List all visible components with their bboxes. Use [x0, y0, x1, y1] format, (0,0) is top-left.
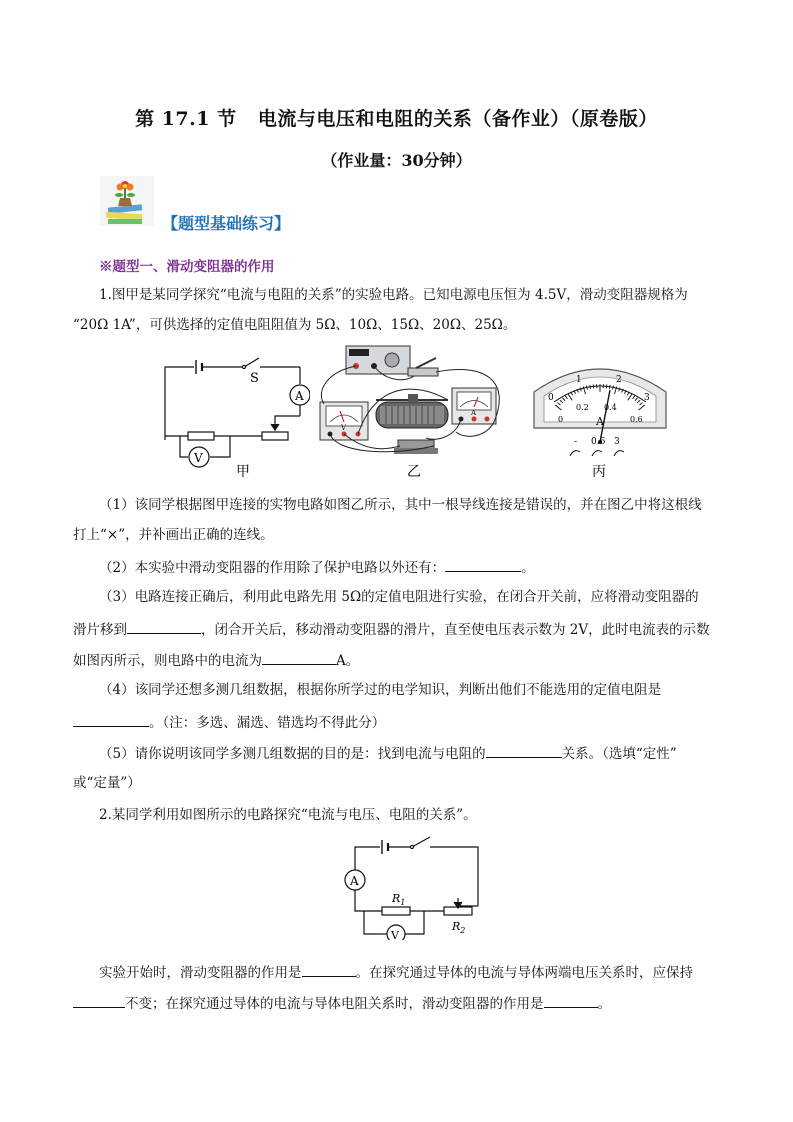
fig-label-bing: 丙	[592, 464, 606, 480]
q2-r1-label: $R_1$	[392, 892, 406, 907]
q1-sub4-line1: （4）该同学还想多测几组数据，根据你所学过的电学知识，判断出他们不能选用的定值电阻是	[99, 682, 662, 698]
fig-label-yi: 乙	[407, 464, 421, 480]
q1-sub4-blank[interactable]	[73, 712, 149, 727]
svg-text:A: A	[471, 409, 477, 417]
q2-voltmeter-label: V	[391, 929, 399, 940]
bing-terminal-3: 3	[614, 437, 620, 447]
question-type-heading: ※题型一、滑动变阻器的作用	[99, 259, 275, 275]
jia-ammeter-label: A	[295, 389, 304, 403]
fig-label-jia: 甲	[236, 464, 250, 480]
q2-text-a: 实验开始时，滑动变阻器的作用是	[99, 965, 302, 981]
q2-stem: 2.某同学利用如图所示的电路探究“电流与电压、电阻的关系”。	[99, 807, 477, 823]
q1-sub3-blank2[interactable]	[262, 650, 336, 665]
q1-stem-line1: 1.图甲是某同学探究“电流与电阻的关系”的实验电路。已知电源电压恒为 4.5V，滑动变阻器规格为	[99, 287, 688, 303]
bing-scale-top-3: 3	[644, 393, 650, 403]
q1-sub3-text-a: 滑片移到	[73, 622, 127, 638]
q1-sub3-blank1[interactable]	[127, 619, 201, 634]
q1-sub3-text-d: A。	[336, 653, 360, 669]
q1-sub5-text-a: （5）请你说明该同学多测几组数据的目的是：找到电流与电阻的	[99, 746, 486, 762]
bing-scale-top-1: 1	[576, 375, 582, 385]
bing-terminal-minus: -	[574, 437, 578, 447]
bing-scale-bottom-0: 0	[558, 415, 564, 424]
bing-unit-label: A	[596, 415, 604, 428]
jia-voltmeter-label: V	[194, 451, 203, 465]
q2-para-line1	[99, 962, 693, 982]
svg-text:V: V	[341, 424, 347, 432]
q1-sub3-line1: （3）电路连接正确后，利用此电路先用 5Ω的定值电阻进行实验，在闭合开关前，应将滑动变阻器的	[99, 589, 699, 605]
q1-sub3-line3	[73, 650, 359, 670]
q1-sub5-text-b: 关系。（选填“定性”	[561, 746, 677, 762]
q1-sub4-text: 。（注：多选、漏选、错选均不得此分）	[149, 715, 386, 731]
q2-blank2[interactable]	[73, 993, 125, 1008]
page-subtitle: （作业量：30分钟）	[321, 151, 472, 170]
page-title: 第 17.1 节 电流与电压和电阻的关系（备作业）（原卷版）	[135, 108, 658, 130]
real-circuit-yi	[316, 342, 516, 482]
q1-sub5-line2: 或“定量”）	[73, 775, 141, 791]
q1-sub1-line2: 打上“×”，并补画出正确的连线。	[73, 527, 274, 543]
ammeter-dial-bing	[530, 352, 670, 480]
q2-r2-label: $R_2$	[452, 920, 466, 935]
jia-switch-label: S	[250, 371, 259, 386]
bing-scale-bottom-2: 0.4	[604, 403, 617, 412]
q1-sub2	[99, 557, 535, 577]
q2-blank3[interactable]	[544, 993, 598, 1008]
q1-sub3-line2	[73, 619, 710, 639]
bing-terminal-06: 0.6	[591, 437, 606, 447]
q1-sub3-text-b: ，闭合开关后，移动滑动变阻器的滑片，直至使电压表示数为 2V，此时电流表的示数	[201, 622, 710, 638]
section-heading: 【题型基础练习】	[162, 214, 291, 233]
q1-sub2-text: （2）本实验中滑动变阻器的作用除了保护电路以外还有：	[99, 560, 446, 576]
q2-text-b: 。在探究通过导体的电流与导体两端电压关系时，应保持	[355, 965, 693, 981]
q1-sub5-line1	[99, 743, 677, 763]
circuit-diagram-jia	[150, 350, 310, 480]
q2-blank1[interactable]	[302, 962, 356, 977]
bing-scale-bottom-3: 0.6	[630, 415, 643, 424]
flower-pot-icon	[100, 176, 154, 226]
q1-sub5-blank[interactable]	[486, 743, 562, 758]
q2-para-line2	[73, 993, 611, 1013]
bing-scale-top-2: 2	[616, 375, 622, 385]
bing-scale-top-0: 0	[548, 393, 554, 403]
q1-sub2-blank[interactable]	[445, 557, 521, 572]
circuit-diagram-q2	[340, 830, 490, 940]
q2-text-d: 。	[597, 996, 611, 1012]
q1-sub4-line2	[73, 712, 385, 732]
q1-sub2-end: 。	[521, 560, 535, 576]
q2-ammeter-label: A	[350, 874, 359, 888]
bing-scale-bottom-1: 0.2	[576, 403, 589, 412]
q1-sub1-line1: （1）该同学根据图甲连接的实物电路如图乙所示，其中一根导线连接是错误的，并在图乙中将这根线	[99, 497, 702, 513]
q2-text-c: 不变；在探究通过导体的电流与导体电阻关系时，滑动变阻器的作用是	[125, 996, 544, 1012]
q1-sub3-text-c: 如图丙所示，则电路中的电流为	[73, 653, 262, 669]
q1-stem-line2: “20Ω 1A”，可供选择的定值电阻阻值为 5Ω、10Ω、15Ω、20Ω、25Ω。	[73, 317, 517, 333]
